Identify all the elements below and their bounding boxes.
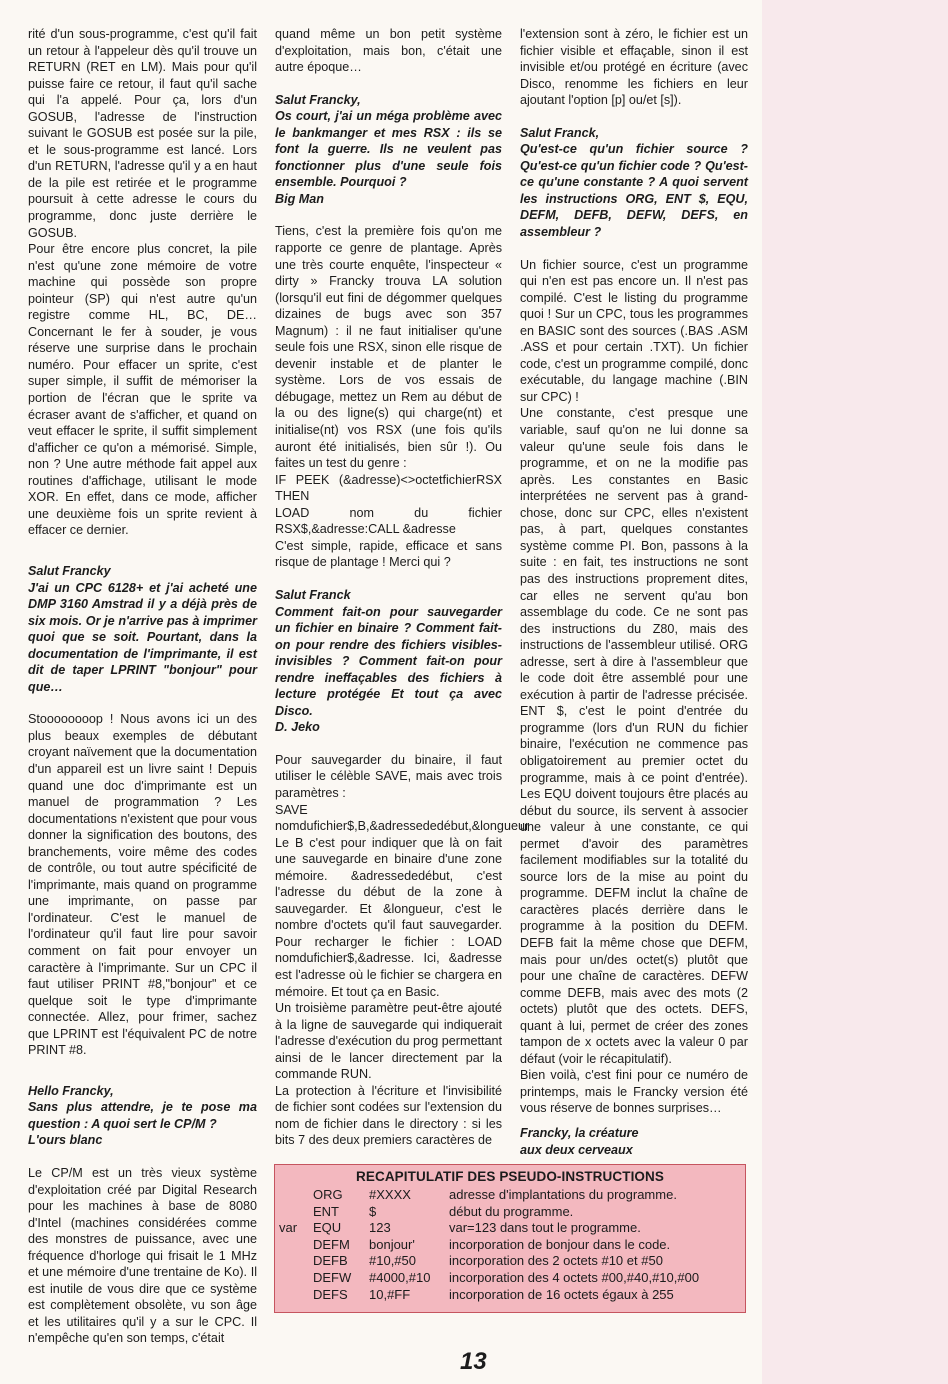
letter-greeting: Salut Francky, <box>275 92 361 107</box>
recap-description: incorporation des 2 octets #10 et #50 <box>449 1253 663 1269</box>
reader-signature: L'ours blanc <box>28 1133 103 1148</box>
reader-signature: Big Man <box>275 191 324 206</box>
paragraph: Pour être encore plus concret, la pile n'est qu'une zone mémoire de votre machine qui possède son propre pointeur (SP) qui n'est autre qu'un registre comme HL, BC, DE… Concernant le fer à souder, je vous réserve une surprise dans le prochain numéro. Pour effacer un sprite, c'est super simple, il suffit de mémoriser la portion de l'écran que le sprite va écraser avant de s'afficher, et quand on veut effacer le sprite, il suffit simplement d'afficher ce qu'on a mémorisé. Simple, non ? Une autre méthode fait appel aux routines d'affichage, utilisant le mode XOR. En effet, dans ce mode, afficher une deuxième fois un sprite revient à effacer ce dernier. <box>28 242 257 538</box>
paragraph: l'extension sont à zéro, le fichier est un fichier visible et effaçable, sinon il est invisible et/ou protégé en écriture (avec Disco, renomme les fichiers en leur ajoutant l'option [p] ou/et [s]). <box>520 27 748 108</box>
page-margin-tint <box>762 0 948 1384</box>
recap-argument: $ <box>369 1203 377 1219</box>
answer-paragraph: C'est simple, rapide, efficace et sans risque de plantage ! Merci qui ? <box>275 538 502 570</box>
answer-paragraph: Tiens, c'est la première fois qu'on me rapporte ce genre de plantage. Après une très courte enquête, l'inspecteur « dirty » Francky trouva LA solution (lorsqu'il eut fini de dégommer quelques dizaines de bugs avec son 357 Magnum) : il ne faut initialiser qu'une seule fois une RSX, sinon elle risque de devenir instable et de planter le système. Lors de vos essais de débugage, mettez un Rem au début de la ou des ligne(s) qui charge(nt) et initialise(nt) vos RSX (une fois qu'ils auront été initialisés, bien sûr !). Ou faites un test du genre : <box>275 224 502 471</box>
recap-title: RECAPITULATIF DES PSEUDO-INSTRUCTIONS <box>356 1169 664 1184</box>
answer-paragraph: Une constante, c'est presque une variable, sauf qu'on ne lui donne sa valeur qu'une seule fois dans le programme, et on ne la modifie pas après. Les constantes en Basic interprétées ne servent pas à grand-chose, donc sur CPC, elles n'existent pas, à part, quelques constantes système comme PI. Bon, passons à la suite : en fait, tes instructions ne sont pas des instructions proprement dites, car elles ne servent qu'au bon assemblage du code. Ce ne sont pas des instructions du Z80, mais des instructions de l'assembleur utilisé. ORG adresse, sert à dire à l'assembleur que le code doit être assemblé pour une exécution à partir de l'adresse précisée. ENT $, c'est le point d'entrée du programme (lors d'un RUN du fichier binaire, l'exécution ne commence pas obligatoirement au premier octet du programme, mais à ce point d'entrée). Les EQU doivent toujours être placés au début du source, ils servent à associer une valeur à une constante, ce qui permet d'avoir des paramètres facilement modifiables sur la totalité du source lors de la mise au point du programme. DEFM inclut la chaîne de caractères placés derrière dans le programme à la position du DEFM. DEFB fait la même chose que DEFM, mais pour un/des octet(s) plutôt que pour une chaîne de caractères. DEFW comme DEFB, mais avec des mots (2 octets) plutôt que des octets. DEFS, quant à lui, permet de créer des zones tampon de x octets avec la valeur 0 par défaut (voir le récapitulatif). <box>520 406 748 1066</box>
code-line: LOAD nom du fichier RSX$,&adresse:CALL &adresse <box>275 505 502 537</box>
reader-question: Qu'est-ce qu'un fichier source ? Qu'est-ce qu'un fichier code ? Qu'est-ce qu'une constante ? A quoi servent les instructions ORG, ENT $, EQU, DEFM, DEFB, DEFW, DEFS, en assembleur ? <box>520 142 748 240</box>
recap-instruction: DEFB <box>313 1253 348 1269</box>
answer-paragraph: Stoooooooop ! Nous avons ici un des plus beaux exemples de débutant croyant naïvement que la documentation d'un appareil est un livre saint ! Depuis quand une doc d'imprimante est un manuel de programmation ? Les documentations n'existent que pour vous donner la signification des boutons, des branchements, voire même des codes de contrôle, ou tout autre spécificité de l'imprimante, mais quand on programme une imprimante, on passe par l'ordinateur. C'est le manuel de l'ordinateur qu'il faut lire pour savoir comment on fait pour envoyer un caractère à l'imprimante. Sur un CPC il faut utiliser PRINT #8,"bonjour" et ce quelque soit le type d'imprimante connectée. Allez, pour frimer, sachez que LPRINT est l'équivalent PC de notre PRINT #8. <box>28 712 257 1058</box>
recap-row <box>279 1204 699 1221</box>
answer-paragraph: La protection à l'écriture et l'invisibilité de fichier sont codées sur l'extension du nom de fichier dans le directory : si les bits 7 des deux premiers caractères de <box>275 1083 502 1148</box>
recap-prefix <box>279 1187 313 1204</box>
recap-description: début du programme. <box>449 1203 574 1219</box>
recap-instruction: DEFW <box>313 1269 352 1285</box>
paragraph: quand même un bon petit système d'exploitation, mais bon, c'était une autre époque… <box>275 27 502 75</box>
page-number: 13 <box>460 1348 487 1375</box>
recap-argument: bonjour' <box>369 1236 415 1252</box>
recap-prefix <box>279 1237 313 1254</box>
letter-greeting: Hello Francky, <box>28 1083 114 1098</box>
recap-row <box>279 1253 699 1270</box>
recap-prefix: var <box>279 1220 298 1236</box>
recap-box <box>274 1164 746 1313</box>
recap-table <box>279 1187 699 1303</box>
code-line: IF PEEK (&adresse)<>octetfichierRSX THEN <box>275 472 502 504</box>
letter-greeting: Salut Francky <box>28 563 111 578</box>
recap-argument: #10,#50 <box>369 1253 416 1269</box>
answer-paragraph: Le CP/M est un très vieux système d'exploitation créé par Digital Research pour les machines à base de 8080 d'Intel (machines considérées comme des monstres de puissance, avec une fréquence d'horloge qui frisait le 1 MHz et une mémoire d'une trentaine de Ko). Il est inutile de vous dire que ce système est complètement obsolète, vu son âge et les utilitaires qu'il y a sur le CPC. Il n'empêche qu'en son temps, c'était <box>28 1166 257 1346</box>
answer-paragraph: Le B c'est pour indiquer que là on fait une sauvegarde en binaire d'une zone mémoire. &adressededébut, c'est l'adresse du début de la zone à sauvegarder. Et &longueur, c'est le nombre d'octets qu'il faut sauvegarder. Pour recharger le fichier : LOAD nomdufichier$,&adresse. Ici, &adresse est l'adresse où le fichier se chargera en mémoire. Et tout ça en Basic. <box>275 835 502 999</box>
recap-description: incorporation de 16 octets égaux à 255 <box>449 1286 674 1302</box>
answer-paragraph: Un troisième paramètre peut-être ajouté à la ligne de sauvegarde qui indiquerait l'adresse d'exécution du prog permettant ainsi de le lancer directement par la commande RUN. <box>275 1001 502 1082</box>
letter-greeting: Salut Franck, <box>520 125 600 140</box>
reader-question: Os court, j'ai un méga problème avec le bankmanger et mes RSX : ils se font la guerre. Ils ne veulent pas fonctionner plus d'une seule fois ensemble. Pourquoi ? <box>275 109 502 190</box>
answer-paragraph: Pour sauvegarder du binaire, il faut utiliser le célèble SAVE, mais avec trois paramètres : <box>275 752 502 800</box>
column-2 <box>275 26 530 1149</box>
reader-signature: D. Jeko <box>275 720 320 735</box>
recap-prefix <box>279 1287 313 1304</box>
reader-question: Sans plus attendre, je te pose ma question : A quoi sert le CP/M ? <box>28 1100 257 1131</box>
recap-prefix <box>279 1253 313 1270</box>
reader-question: Comment fait-on pour sauvegarder un fichier en binaire ? Comment fait-on pour rendre des fichiers visibles-invisibles ? Comment fait-on pour rendre ineffaçables des fichiers à lecture protégée Et tout ça avec Disco. <box>275 604 502 718</box>
recap-instruction: ENT <box>313 1203 339 1219</box>
answer-paragraph: Bien voilà, c'est fini pour ce numéro de printemps, mais le Francky version été vous réserve de bonnes surprises… <box>520 1068 748 1116</box>
recap-instruction: ORG <box>313 1187 343 1202</box>
recap-argument: 123 <box>369 1220 391 1236</box>
reader-question: J'ai un CPC 6128+ et j'ai acheté une DMP 3160 Amstrad il y a déjà près de six mois. Or je n'arrive pas à imprimer quoi que se soit. Pourtant, dans la documentation de l'imprimante, il est dit de taper LPRINT "bonjour" pour que… <box>28 580 257 694</box>
recap-instruction: DEFM <box>313 1236 350 1252</box>
answer-paragraph: Un fichier source, c'est un programme qui n'en est pas encore un. Il n'est pas compilé. C'est le listing du programme quoi ! Sur un CPC, tous les programmes en BASIC sont des sources (.BAS .ASM .ASS et pour certain .TXT). Un fichier code, c'est un programme compilé, donc exécutable, du langage machine (.BIN sur CPC) ! <box>520 257 748 404</box>
author-signature-line-2: aux deux cerveaux <box>520 1142 633 1157</box>
recap-row <box>279 1287 699 1304</box>
recap-prefix <box>279 1204 313 1221</box>
letter-greeting: Salut Franck <box>275 587 351 602</box>
recap-prefix <box>279 1270 313 1287</box>
code-line: SAVE nomdufichier$,B,&adressededébut,&longueur <box>275 802 530 834</box>
paragraph: rité d'un sous-programme, c'est qu'il fait un retour à l'appeleur dès qu'il trouve un RETURN (RET en LM). Mais pour qu'il puisse faire ce retour, il faut qu'il sache qui l'a appelé. Pour ça, lors d'un GOSUB, l'adresse de l'instruction suivant le GOSUB est posée sur la pile, et le sous-programme est lancé. Lors d'un RETURN, l'adresse qu'il y a en haut de la pile est retirée et le programme poursuit à cette adresse le cours du programme, donc juste derrière le GOSUB. <box>28 27 257 240</box>
recap-argument: #4000,#10 <box>369 1269 431 1285</box>
recap-description: incorporation de bonjour dans le code. <box>449 1236 671 1252</box>
recap-instruction: DEFS <box>313 1286 348 1302</box>
author-signature-line-1: Francky, la créature <box>520 1126 639 1140</box>
recap-row <box>279 1187 699 1204</box>
recap-row <box>279 1270 699 1287</box>
column-1 <box>28 26 257 1347</box>
recap-row <box>279 1237 699 1254</box>
recap-description: adresse d'implantations du programme. <box>449 1187 677 1202</box>
recap-description: incorporation des 4 octets #00,#40,#10,#00 <box>449 1269 700 1285</box>
recap-instruction: EQU <box>313 1220 342 1236</box>
recap-row <box>279 1220 699 1237</box>
column-3 <box>520 26 748 1158</box>
recap-argument: #XXXX <box>369 1187 411 1202</box>
recap-argument: 10,#FF <box>369 1286 411 1302</box>
recap-description: var=123 dans tout le programme. <box>449 1220 641 1236</box>
